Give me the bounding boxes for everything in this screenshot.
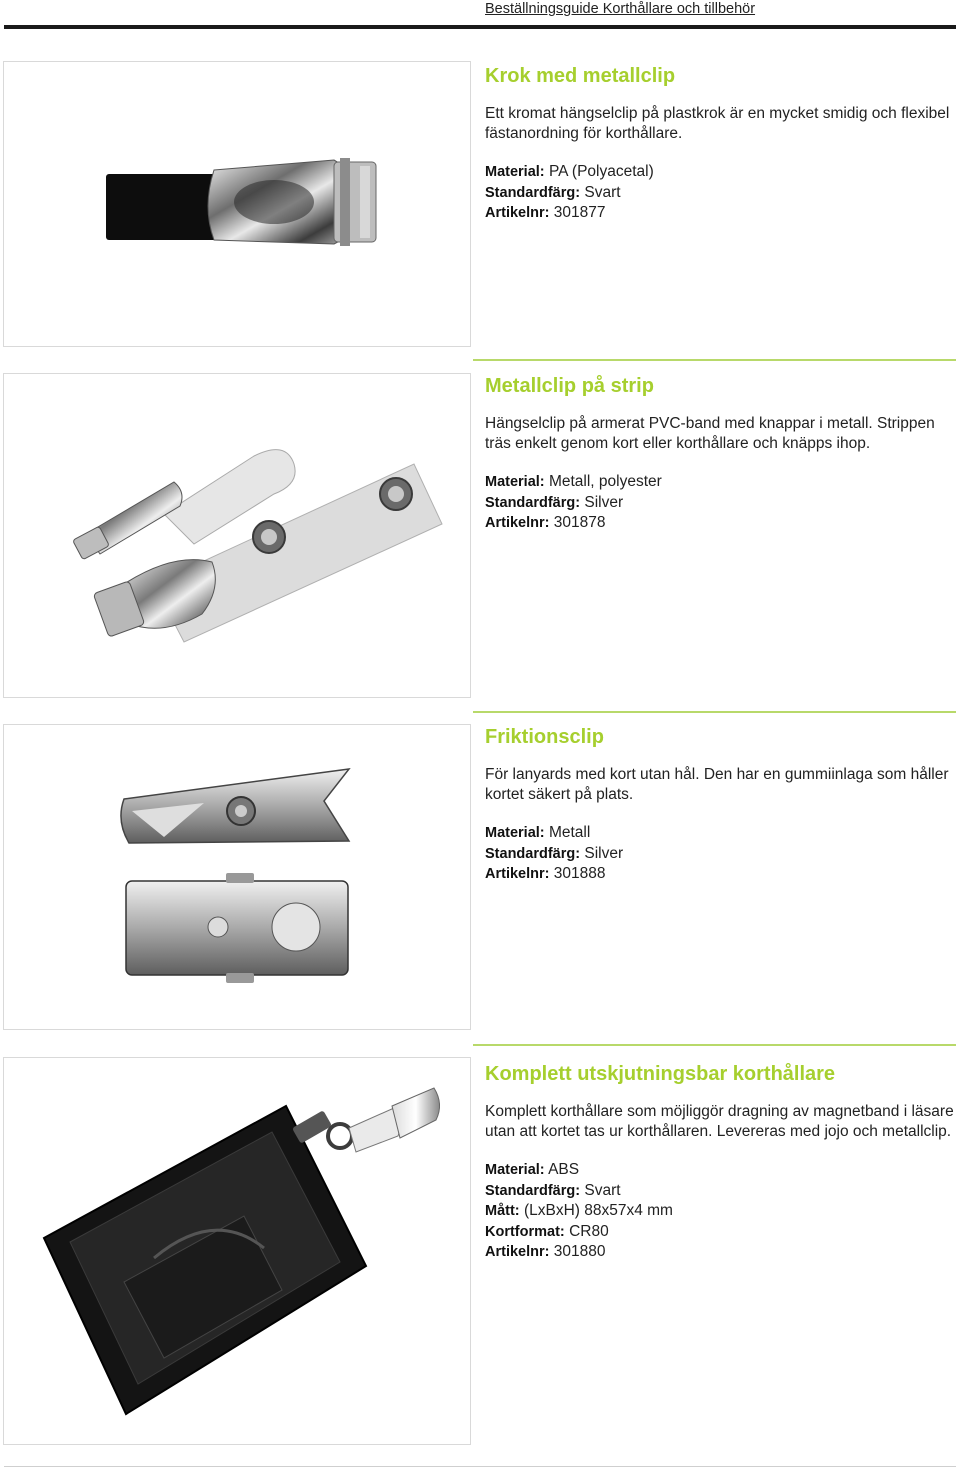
section-divider <box>473 359 956 361</box>
metal-clip <box>392 1088 440 1138</box>
clip-strip-illustration <box>4 374 470 696</box>
product-properties <box>485 162 955 224</box>
product-info-card-holder <box>485 1062 955 1263</box>
product-description: Komplett korthållare som möjliggör dragning av magnetband i läsare utan att kortet tas ur korthållaren. Levereras med jojo och metallclip. <box>485 1103 954 1140</box>
black-strap <box>106 174 218 240</box>
product-properties <box>485 1160 955 1263</box>
product-image-hook-clip <box>3 61 471 347</box>
product-title: Krok med metallclip <box>485 65 676 87</box>
prop-material: Material: PA (Polyacetal) <box>485 163 654 180</box>
product-properties <box>485 472 955 534</box>
prop-material: Material: Metall <box>485 824 591 841</box>
prop-dimensions: Mått: (LxBxH) 88x57x4 mm <box>485 1202 673 1219</box>
product-image-friction-clip <box>3 724 471 1030</box>
prop-color: Standardfärg: Svart <box>485 1181 621 1199</box>
product-properties <box>485 823 955 885</box>
hook-clip-illustration <box>4 62 470 345</box>
product-title: Komplett utskjutningsbar korthållare <box>485 1063 836 1085</box>
prop-color: Standardfärg: Svart <box>485 183 621 201</box>
product-info-clip-strip <box>485 374 955 534</box>
friction-clip-illustration <box>4 725 470 1028</box>
product-title: Metallclip på strip <box>485 375 654 397</box>
product-description: Ett kromat hängselclip på plastkrok är en mycket smidig och flexibel fästanordning för korthållare. <box>485 105 950 142</box>
prop-color: Standardfärg: Silver <box>485 493 624 511</box>
prop-color: Standardfärg: Silver <box>485 844 624 862</box>
section-divider <box>473 711 956 713</box>
product-title: Friktionsclip <box>485 726 604 748</box>
prop-card-format: Kortformat: CR80 <box>485 1222 609 1240</box>
prop-article-number: Artikelnr: 301880 <box>485 1243 606 1260</box>
header-divider <box>4 25 956 29</box>
prop-material: Material: Metall, polyester <box>485 473 662 490</box>
product-info-friction-clip <box>485 725 955 885</box>
product-image-card-holder <box>3 1057 471 1445</box>
card-holder-illustration <box>4 1058 470 1443</box>
clip-grip <box>349 1108 400 1152</box>
prop-material: Material: ABS <box>485 1161 580 1178</box>
ring <box>328 1124 352 1148</box>
product-description: Hängselclip på armerat PVC-band med knappar i metall. Strippen träs enkelt genom kort eller korthållare och knäpps ihop. <box>485 415 935 452</box>
product-image-clip-strip <box>3 373 471 698</box>
prop-article-number: Artikelnr: 301877 <box>485 204 606 221</box>
document-title: Beställningsguide Korthållare och tillbehör <box>485 1 756 17</box>
prop-article-number: Artikelnr: 301878 <box>485 514 606 531</box>
product-info-hook-clip <box>485 64 955 224</box>
prop-article-number: Artikelnr: 301888 <box>485 865 606 882</box>
section-divider <box>473 1044 956 1046</box>
product-description: För lanyards med kort utan hål. Den har en gummiinlaga som håller kortet säkert på plats. <box>485 766 949 803</box>
footer-divider <box>4 1466 956 1467</box>
